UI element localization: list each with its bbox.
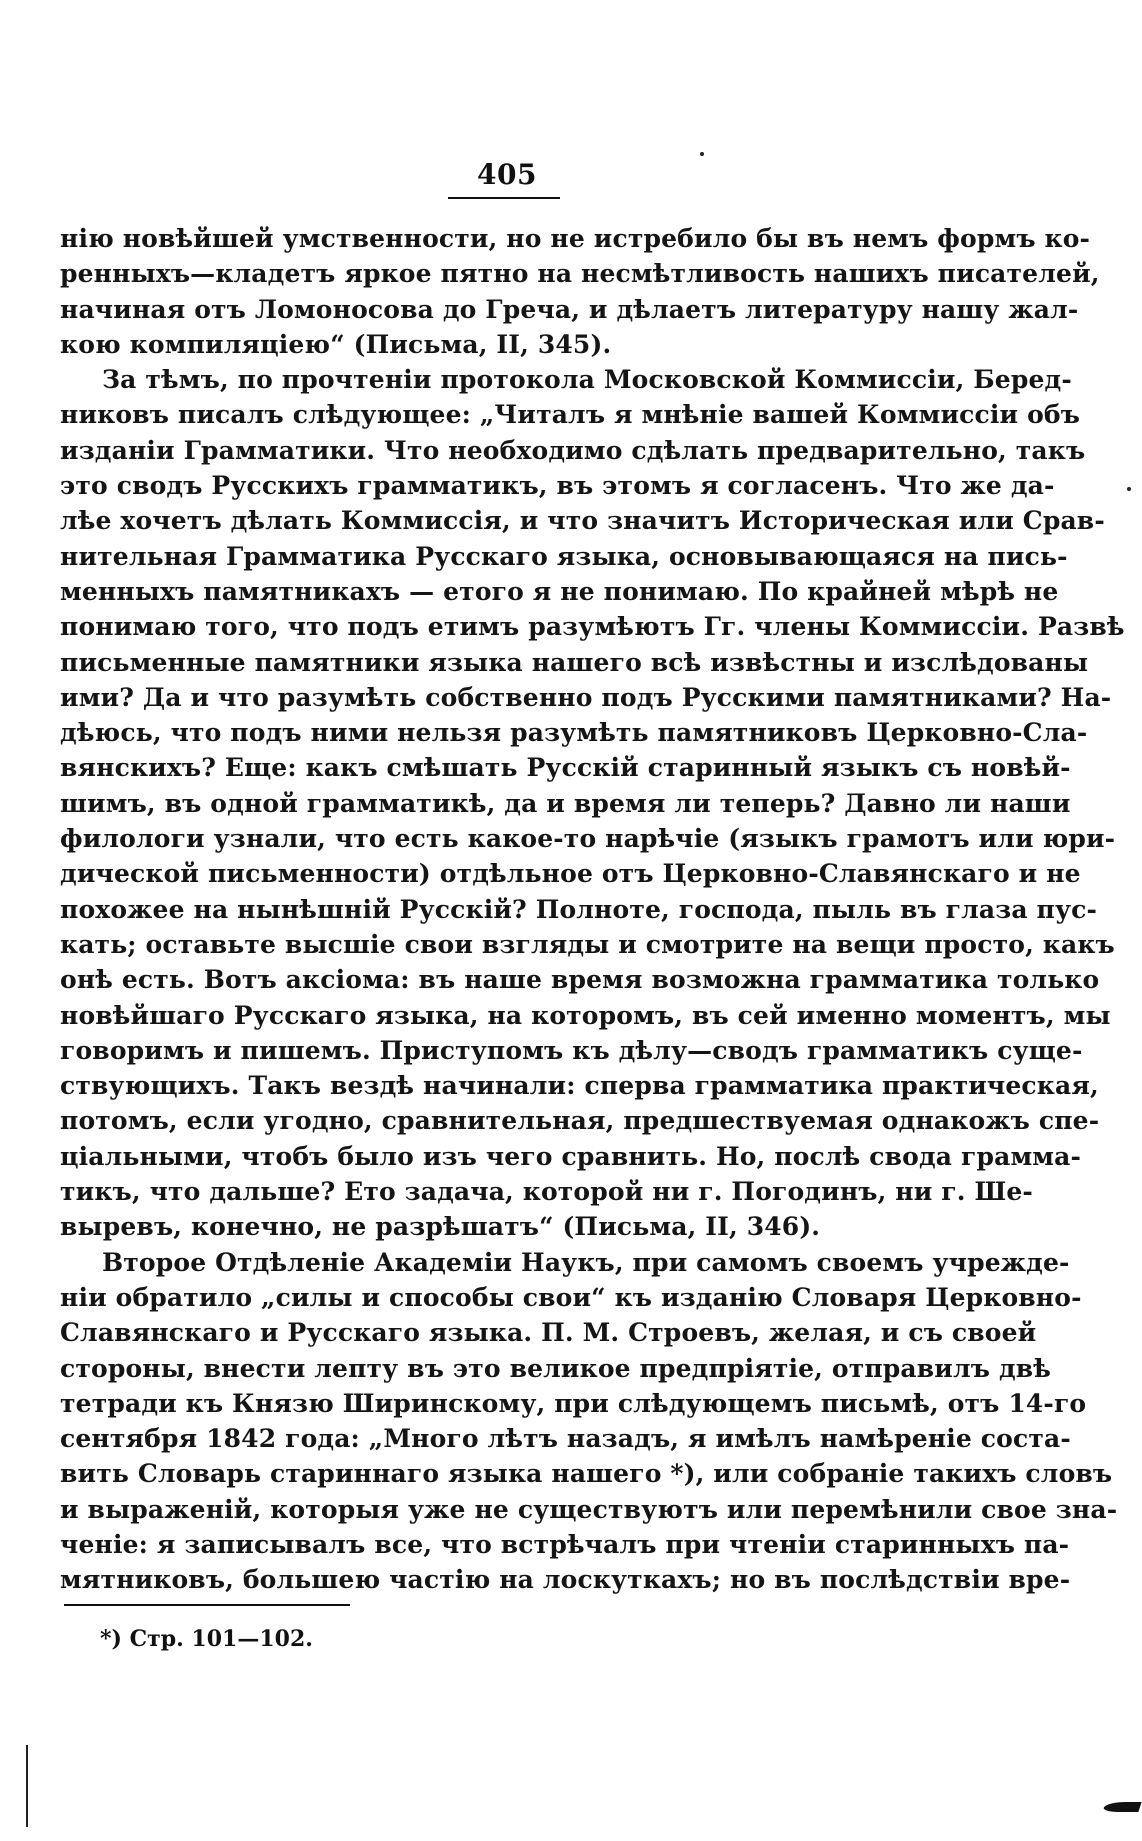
footnote-rule — [64, 1604, 350, 1606]
text-line-16: вянскихъ? Еще: какъ смѣшать Русскій старинный языкъ съ новѣй- — [60, 753, 1071, 783]
page-number: 405 — [477, 158, 537, 191]
text-line-32: Славянскаго и Русскаго языка. П. М. Строевъ, желая, и съ своей — [60, 1318, 1037, 1348]
text-line-37: и выраженій, которыя уже не существуютъ или перемѣнили свое зна- — [60, 1494, 1118, 1524]
text-line-26: потомъ, если угодно, сравнительная, предшествуемая однакожъ спе- — [60, 1106, 1100, 1136]
text-line-27: ціальными, чтобъ было изъ чего сравнить. Но, послѣ свода грамма- — [60, 1141, 1082, 1171]
page-number-rule — [448, 197, 560, 199]
text-line-30: Второе Отдѣленіе Академіи Наукъ, при самомъ своемъ учрежде- — [102, 1247, 1070, 1277]
main-text — [60, 221, 1125, 1598]
text-line-25: ствующихъ. Такъ вездѣ начинали: сперва грамматика практическая, — [60, 1071, 1099, 1101]
scan-dot — [1127, 487, 1131, 491]
text-line-33: стороны, внести лепту въ это великое предпріятіе, отправилъ двѣ — [60, 1353, 1052, 1383]
text-line-15: дѣюсь, что подъ ними нельзя разумѣть памятниковъ Церковно-Сла- — [60, 718, 1088, 748]
footnote: *) Стр. 101—102. — [100, 1626, 313, 1652]
scan-dot — [700, 152, 704, 156]
text-line-9: лѣе хочетъ дѣлать Коммиссія, и что значитъ Историческая или Срав- — [60, 506, 1105, 536]
text-line-34: тетради къ Князю Ширинскому, при слѣдующемъ письмѣ, отъ 14-го — [60, 1388, 1087, 1418]
text-line-3: начиная отъ Ломоносова до Греча, и дѣлаетъ литературу нашу жал- — [60, 294, 1079, 324]
text-line-20: похожее на нынѣшній Русскій? Полноте, господа, пыль въ глаза пус- — [60, 894, 1098, 924]
text-line-36: вить Словарь стариннаго языка нашего *), или собраніе такихъ словъ — [60, 1459, 1113, 1489]
text-line-12: понимаю того, что подъ етимъ разумѣютъ Гг. члены Коммиссіи. Развѣ — [60, 612, 1125, 642]
text-line-39: мятниковъ, большею частію на лоскуткахъ; но въ послѣдствіи вре- — [60, 1565, 1071, 1595]
text-line-31: ніи обратило „силы и способы свои“ къ изданію Словаря Церковно- — [60, 1282, 1082, 1312]
scan-edge-mark-left — [26, 1745, 28, 1827]
text-line-13: письменные памятники языка нашего всѣ извѣстны и изслѣдованы — [60, 647, 1089, 677]
text-line-8: это сводъ Русскихъ грамматикъ, въ этомъ я согласенъ. Что же да- — [60, 471, 1055, 501]
text-line-5: За тѣмъ, по прочтеніи протокола Московской Коммиссіи, Беред- — [102, 365, 1072, 395]
text-line-18: филологи узнали, что есть какое-то нарѣчіе (языкъ грамотъ или юри- — [60, 824, 1116, 854]
text-line-35: сентября 1842 года: „Много лѣтъ назадъ, я имѣлъ намѣреніе соста- — [60, 1424, 1071, 1454]
text-line-24: говоримъ и пишемъ. Приступомъ къ дѣлу—сводъ грамматикъ суще- — [60, 1035, 1083, 1065]
text-line-22: онѣ есть. Вотъ аксіома: въ наше время возможна грамматика только — [60, 965, 1100, 995]
text-line-4: кою компиляціею“ (Письма, II, 345). — [60, 329, 612, 359]
text-line-19: дической письменности) отдѣльное отъ Церковно-Славянскаго и не — [60, 859, 1081, 889]
text-line-2: ренныхъ—кладетъ яркое пятно на несмѣтливость нашихъ писателей, — [60, 259, 1100, 289]
text-line-38: ченіе: я записывалъ все, что встрѣчалъ при чтеніи старинныхъ па- — [60, 1529, 1070, 1559]
text-line-7: изданіи Грамматики. Что необходимо сдѣлать предварительно, такъ — [60, 435, 1086, 465]
scan-edge-mark-right — [1102, 1802, 1141, 1812]
text-line-11: менныхъ памятникахъ — етого я не понимаю. По крайней мѣрѣ не — [60, 576, 1059, 606]
text-line-10: нительная Грамматика Русскаго языка, основывающаяся на пись- — [60, 541, 1068, 571]
text-line-1: нію новѣйшей умственности, но не истребило бы въ немъ формъ ко- — [60, 224, 1091, 253]
text-line-28: тикъ, что дальше? Ето задача, которой ни г. Погодинъ, ни г. Ше- — [60, 1177, 1033, 1207]
text-line-14: ими? Да и что разумѣть собственно подъ Русскими памятниками? На- — [60, 682, 1112, 712]
text-line-6: никовъ писалъ слѣдующее: „Читалъ я мнѣніе вашей Коммиссіи объ — [60, 400, 1081, 430]
text-line-23: новѣйшаго Русскаго языка, на которомъ, въ сей именно моментъ, мы — [60, 1000, 1111, 1030]
text-line-21: кать; оставьте высшіе свои взгляды и смотрите на вещи просто, какъ — [60, 929, 1115, 959]
text-line-17: шимъ, въ одной грамматикѣ, да и время ли теперь? Давно ли наши — [60, 788, 1071, 818]
text-line-29: выревъ, конечно, не разрѣшатъ“ (Письма, II, 346). — [60, 1212, 821, 1242]
